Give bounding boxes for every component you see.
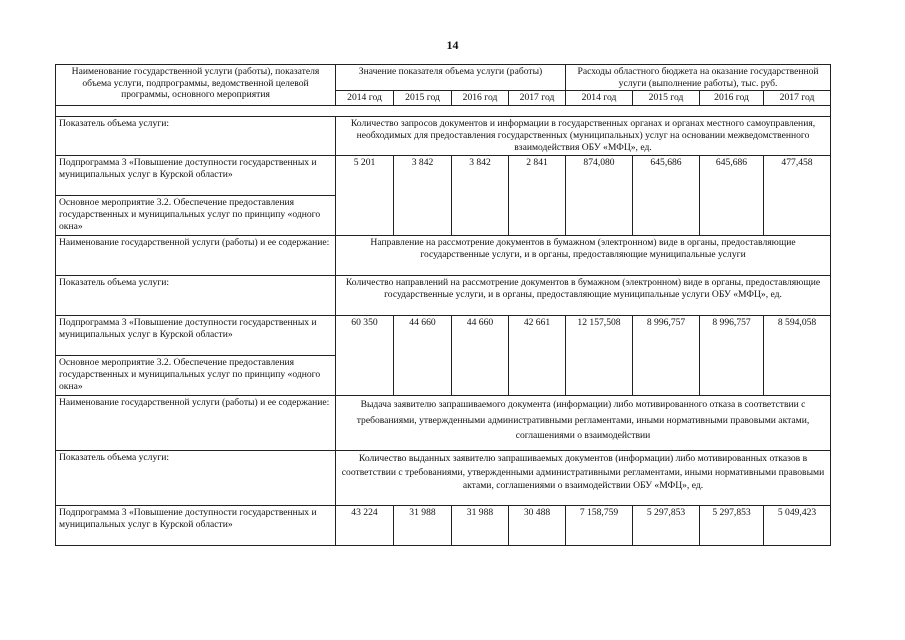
header-name-column: Наименование государственной услуги (работы), показателя объема услуги, подпрограммы, ведомственной целевой программы, основного мероприятия xyxy=(56,65,336,106)
row-description: Количество запросов документов и информации в государственных органах и органах местного самоуправления, необходимых для предоставления государственных (муниципальных) услуг на основании межведомственного взаимодействия ОБУ «МФЦ», ед. xyxy=(336,117,831,156)
year-cell: 2015 год xyxy=(394,91,452,106)
table-row xyxy=(56,316,831,356)
value-cell: 2 841 xyxy=(509,156,566,236)
value-cell: 44 660 xyxy=(394,316,452,396)
main-event-label: Основное мероприятие 3.2. Обеспечение предоставления государственных и муниципальных услуг по принципу «одного окна» xyxy=(56,356,336,396)
year-cell: 2014 год xyxy=(336,91,394,106)
value-cell: 5 049,423 xyxy=(764,506,831,546)
year-cell: 2016 год xyxy=(700,91,764,106)
value-cell: 5 297,853 xyxy=(700,506,764,546)
value-cell: 8 594,058 xyxy=(764,316,831,396)
header-row xyxy=(56,65,831,91)
year-cell: 2015 год xyxy=(633,91,700,106)
service-name-label: Наименование государственной услуги (работы) и ее содержание: xyxy=(56,236,336,276)
main-event-label: Основное мероприятие 3.2. Обеспечение предоставления государственных и муниципальных услуг по принципу «одного окна» xyxy=(56,196,336,236)
subprogram-label: Подпрограмма 3 «Повышение доступности государственных и муниципальных услуг в Курской области» xyxy=(56,316,336,356)
subprogram-label: Подпрограмма 3 «Повышение доступности государственных и муниципальных услуг в Курской области» xyxy=(56,506,336,546)
value-cell: 7 158,759 xyxy=(566,506,633,546)
row-label: Показатель объема услуги: xyxy=(56,276,336,316)
row-label: Показатель объема услуги: xyxy=(56,117,336,156)
service-description: Направление на рассмотрение документов в бумажном (электронном) виде в органы, предоставляющие государственные услуги, и в органы, предоставляющие муниципальные услуги xyxy=(336,236,831,276)
value-cell: 3 842 xyxy=(394,156,452,236)
year-cell: 2017 год xyxy=(509,91,566,106)
value-cell: 8 996,757 xyxy=(700,316,764,396)
table-row xyxy=(56,506,831,546)
value-cell: 8 996,757 xyxy=(633,316,700,396)
row-description: Количество выданных заявителю запрашиваемых документов (информации) либо мотивированных отказов в соответствии с требованиями, утвержденными административными регламентами, иными нормативными правовыми актами, соглашениями о взаимодействии ОБУ «МФЦ», ед. xyxy=(336,451,831,506)
year-cell: 2017 год xyxy=(764,91,831,106)
value-cell: 3 842 xyxy=(452,156,509,236)
subprogram-label: Подпрограмма 3 «Повышение доступности государственных и муниципальных услуг в Курской области» xyxy=(56,156,336,196)
value-cell: 5 201 xyxy=(336,156,394,236)
value-cell: 42 661 xyxy=(509,316,566,396)
table-row xyxy=(56,276,831,316)
header-volume-indicator: Значение показателя объема услуги (работы) xyxy=(336,65,566,91)
table-row xyxy=(56,117,831,156)
value-cell: 31 988 xyxy=(452,506,509,546)
service-description: Выдача заявителю запрашиваемого документа (информации) либо мотивированного отказа в соответствии с требованиями, утвержденными административными регламентами, иными нормативными правовыми актами, соглашениями о взаимодействии xyxy=(336,396,831,451)
header-budget-expenses: Расходы областного бюджета на оказание государственной услуги (выполнение работы), тыс. руб. xyxy=(566,65,831,91)
row-label: Показатель объема услуги: xyxy=(56,451,336,506)
value-cell: 43 224 xyxy=(336,506,394,546)
table-row xyxy=(56,451,831,506)
value-cell: 477,458 xyxy=(764,156,831,236)
value-cell: 645,686 xyxy=(633,156,700,236)
row-description: Количество направлений на рассмотрение документов в бумажном (электронном) виде в органы, предоставляющие государственные услуги, и в органы, предоставляющие муниципальные услуги ОБУ «МФЦ», ед. xyxy=(336,276,831,316)
table-row xyxy=(56,236,831,276)
year-cell: 2016 год xyxy=(452,91,509,106)
value-cell: 60 350 xyxy=(336,316,394,396)
table-row xyxy=(56,156,831,196)
value-cell: 874,080 xyxy=(566,156,633,236)
year-cell: 2014 год xyxy=(566,91,633,106)
spacer-row xyxy=(56,106,831,117)
value-cell: 5 297,853 xyxy=(633,506,700,546)
table-row xyxy=(56,396,831,451)
service-name-label: Наименование государственной услуги (работы) и ее содержание: xyxy=(56,396,336,451)
page-number: 14 xyxy=(446,38,459,52)
budget-table xyxy=(55,64,831,546)
value-cell: 645,686 xyxy=(700,156,764,236)
value-cell: 30 488 xyxy=(509,506,566,546)
value-cell: 44 660 xyxy=(452,316,509,396)
value-cell: 31 988 xyxy=(394,506,452,546)
value-cell: 12 157,508 xyxy=(566,316,633,396)
